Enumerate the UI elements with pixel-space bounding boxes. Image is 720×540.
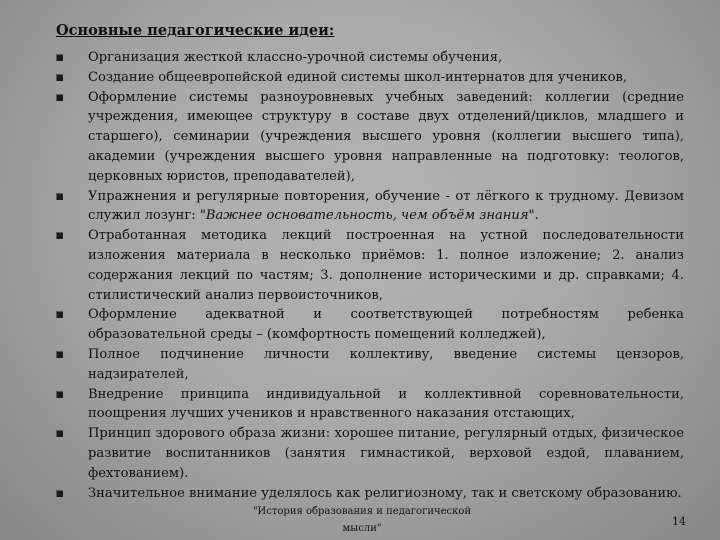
list-item-text: Создание общеевропейской единой системы школ-интернатов для учеников,: [88, 69, 628, 85]
square-bullet-icon: [56, 391, 63, 398]
list-item-text: Внедрение принципа индивидуальной и коллективной соревновательности, поощрения лучших учеников и нравственного наказания отстающих,: [88, 386, 684, 422]
square-bullet-icon: [56, 311, 63, 318]
motto-quote: Важнее основательность, чем объём знания: [205, 208, 529, 224]
list-item: [56, 305, 684, 345]
list-item: [56, 88, 684, 187]
square-bullet-icon: [56, 232, 63, 239]
page-number: 14: [672, 515, 686, 528]
square-bullet-icon: [56, 193, 63, 200]
square-bullet-icon: [56, 351, 63, 358]
list-item-text-end: ".: [528, 208, 539, 224]
list-item: [56, 345, 684, 385]
list-item-text: Организация жесткой классно-урочной системы обучения,: [88, 50, 503, 65]
list-item-text: Принцип здорового образа жизни: хорошее питание, регулярный отдых, физическое развитие воспитанников (занятия гимнастикой, верховой ездой, плаванием, фехтованием).: [88, 426, 684, 481]
list-item-text: Значительное внимание уделялось как религиозному, так и светскому образованию.: [88, 485, 682, 501]
list-item: [56, 226, 684, 305]
list-item: [56, 187, 684, 227]
square-bullet-icon: [56, 54, 63, 61]
list-item: [56, 68, 684, 88]
square-bullet-icon: [56, 430, 63, 437]
list-item-text: Упражнения и регулярные повторения, обучение - от лёгкого к трудному. Девизом служил лозунг: ": [88, 188, 684, 224]
list-item: [56, 385, 684, 425]
slide-heading: Основные педагогические идеи:: [56, 22, 335, 39]
list-item: [56, 424, 684, 483]
list-item-text: Оформление адекватной и соответствующей потребностям ребенка образовательной среды – (комфортность помещений колледжей),: [88, 307, 684, 343]
list-item: [56, 484, 684, 504]
list-item: [56, 48, 684, 68]
square-bullet-icon: [56, 490, 63, 497]
square-bullet-icon: [56, 74, 63, 81]
square-bullet-icon: [56, 94, 63, 101]
list-item-text: Полное подчинение личности коллективу, введение системы цензоров, надзирателей,: [88, 346, 684, 382]
footer-line: "История образования и педагогической: [252, 506, 472, 517]
footer-line: мысли": [342, 523, 382, 534]
slide-footer: [252, 503, 472, 537]
ideas-list: [56, 48, 684, 503]
list-item-text: Оформление системы разноуровневых учебных заведений: коллегии (средние учреждения, имеющее структуру в составе двух отделений/циклов, младшего и старшего), семинарии (учреждения высшего уровня (коллегии высшего типа), академии (учреждения высшего уровня направленные на подготовку: теологов, церковных юристов, преподавателей),: [88, 89, 684, 184]
list-item-text: Отработанная методика лекций построенная на устной последовательности изложения материала в несколько приёмов: 1. полное изложение; 2. анализ содержания лекций по частям; 3. дополнение историческими и др. справками; 4. стилистический анализ первоисточников,: [88, 228, 684, 303]
